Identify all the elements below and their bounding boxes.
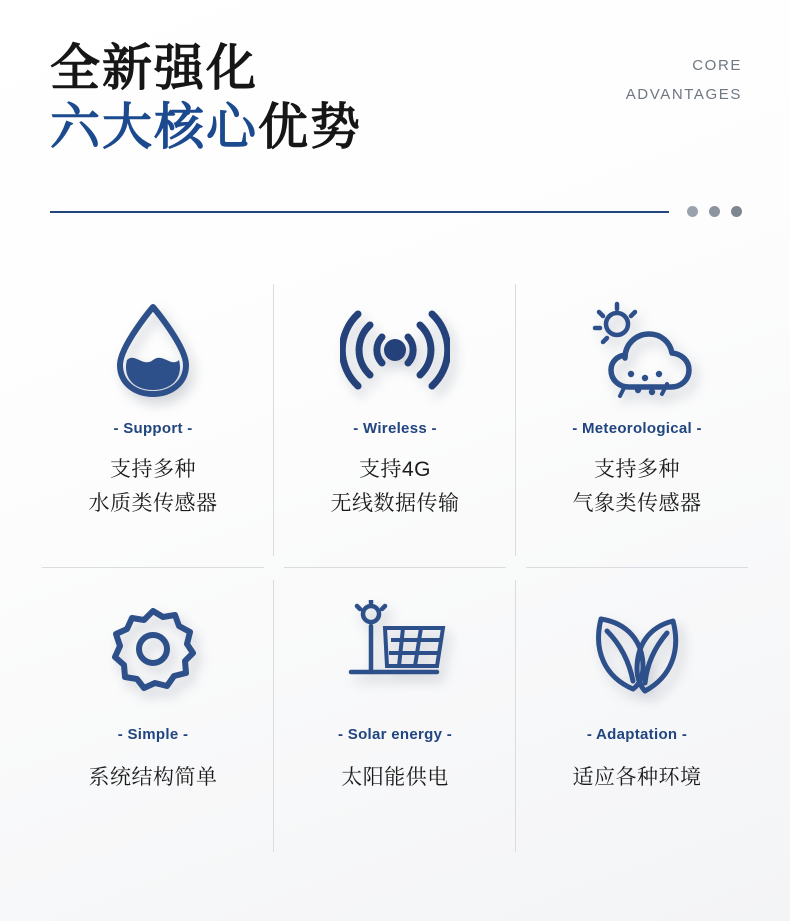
page-header: [0, 0, 790, 190]
feature-cell: [516, 568, 758, 864]
feature-desc-line-1: 支持4G: [358, 458, 431, 481]
feature-cell: [32, 272, 274, 568]
feature-description: [89, 453, 218, 520]
title-line-secondary: [50, 99, 362, 157]
feature-tagline: - Support -: [113, 420, 193, 437]
gear-icon: [107, 590, 199, 708]
weather-cloud-rain-icon: [579, 294, 695, 406]
title-highlight: 六大核心: [50, 98, 258, 155]
title-rest: 优势: [258, 98, 362, 155]
solar-panel-icon: [337, 590, 453, 708]
feature-description: [573, 453, 702, 520]
feature-desc-line-1: 支持多种: [110, 458, 196, 481]
feature-description: [331, 453, 460, 520]
dot-icon: [731, 206, 742, 217]
feature-tagline: - Simple -: [117, 726, 189, 743]
feature-description: [89, 761, 218, 795]
water-drop-icon: [112, 294, 194, 406]
feature-tagline: - Solar energy -: [338, 726, 452, 743]
feature-cell: [516, 272, 758, 568]
feature-cell: [32, 568, 274, 864]
feature-grid: [32, 272, 758, 864]
feature-cell: [274, 568, 516, 864]
title-line-primary: 全新强化: [50, 40, 258, 96]
feature-desc-line-2: 气象类传感器: [572, 491, 702, 515]
feature-tagline: - Wireless -: [353, 420, 437, 437]
horizontal-rule: [50, 211, 669, 213]
feature-desc-line-2: 无线数据传输: [330, 491, 460, 515]
leaf-icon: [587, 590, 687, 708]
feature-description: [573, 761, 702, 795]
wireless-signal-icon: [340, 294, 450, 406]
feature-desc-line-1: 太阳能供电: [341, 766, 449, 789]
feature-desc-line-1: 系统结构简单: [88, 766, 218, 789]
eyebrow-line-1: CORE: [692, 57, 742, 74]
eyebrow-line-2: ADVANTAGES: [625, 85, 742, 103]
divider-row: [50, 206, 742, 217]
dot-group: [687, 206, 742, 217]
feature-description: [341, 761, 449, 795]
feature-desc-line-1: 适应各种环境: [572, 766, 702, 789]
feature-tagline: - Meteorological -: [572, 420, 702, 437]
dot-icon: [687, 206, 698, 217]
page-title: [50, 42, 362, 156]
feature-desc-line-2: 水质类传感器: [88, 491, 218, 515]
feature-tagline: - Adaptation -: [586, 726, 688, 743]
feature-desc-line-1: 支持多种: [594, 458, 680, 481]
eyebrow-text: [626, 52, 742, 109]
feature-cell: [274, 272, 516, 568]
dot-icon: [709, 206, 720, 217]
